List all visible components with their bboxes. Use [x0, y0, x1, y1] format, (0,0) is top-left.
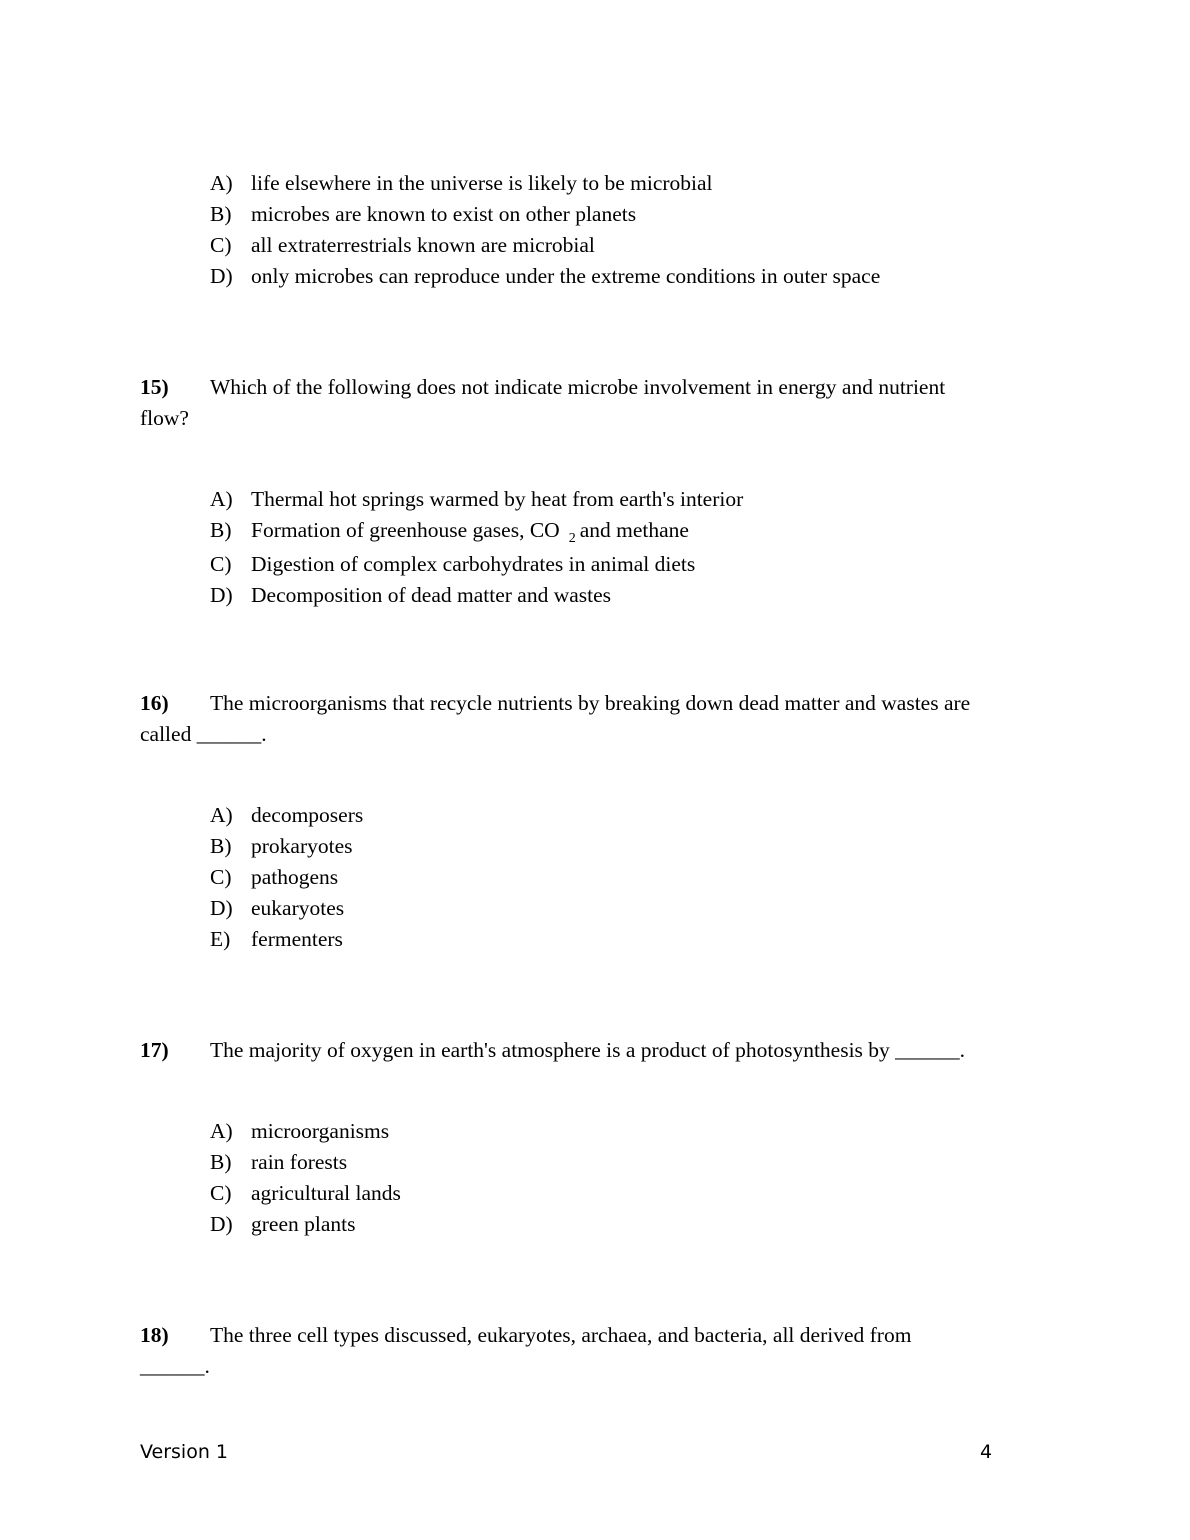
option-e [210, 924, 363, 955]
option-letter: A) [210, 803, 233, 827]
option-a [210, 1116, 401, 1147]
option-text: prokaryotes [251, 834, 353, 858]
question-15-options [210, 484, 743, 611]
option-text-pre: Formation of greenhouse gases, CO [251, 518, 560, 542]
option-letter: C) [210, 552, 232, 576]
option-letter: C) [210, 865, 232, 889]
option-letter: D) [210, 896, 233, 920]
option-text: eukaryotes [251, 896, 345, 920]
option-d [210, 1209, 401, 1240]
option-text: agricultural lands [251, 1181, 401, 1205]
option-letter: A) [210, 487, 233, 511]
option-d [210, 580, 743, 611]
option-text: life elsewhere in the universe is likely to be microbial [251, 171, 713, 195]
option-text: Digestion of complex carbohydrates in animal diets [251, 552, 696, 576]
subscript: 2 [568, 531, 576, 546]
option-text: microbes are known to exist on other planets [251, 202, 637, 226]
option-b [210, 199, 880, 230]
question-text-continued: ______. [140, 1354, 210, 1378]
option-a [210, 484, 743, 515]
option-letter: B) [210, 202, 232, 226]
option-letter: E) [210, 927, 231, 951]
option-c [210, 1178, 401, 1209]
option-text: all extraterrestrials known are microbial [251, 233, 595, 257]
option-a [210, 168, 880, 199]
question-text-continued: flow? [140, 406, 189, 430]
option-c [210, 549, 743, 580]
option-text: microorganisms [251, 1119, 390, 1143]
option-c [210, 230, 880, 261]
option-text-post: and methane [579, 518, 689, 542]
option-letter: D) [210, 583, 233, 607]
question-18 [140, 1320, 1040, 1382]
footer-version: Version 1 [140, 1441, 228, 1463]
question-16 [140, 688, 1040, 750]
option-b [210, 831, 363, 862]
question-number: 18) [140, 1323, 169, 1347]
option-text: only microbes can reproduce under the extreme conditions in outer space [251, 264, 881, 288]
option-text: pathogens [251, 865, 339, 889]
option-letter: C) [210, 233, 232, 257]
option-text [251, 515, 689, 549]
footer-page-number: 4 [980, 1441, 993, 1463]
option-letter: A) [210, 1119, 233, 1143]
option-letter: A) [210, 171, 233, 195]
question-number: 15) [140, 375, 169, 399]
question-number: 17) [140, 1038, 169, 1062]
option-c [210, 862, 363, 893]
option-letter: C) [210, 1181, 232, 1205]
question-text: The microorganisms that recycle nutrients by breaking down dead matter and wastes are [210, 691, 971, 715]
question-15 [140, 372, 1040, 434]
question-text: The three cell types discussed, eukaryotes, archaea, and bacteria, all derived from [210, 1323, 912, 1347]
question-14-options [210, 168, 880, 292]
option-text: decomposers [251, 803, 364, 827]
option-text: Decomposition of dead matter and wastes [251, 583, 612, 607]
question-number: 16) [140, 691, 169, 715]
option-text: green plants [251, 1212, 356, 1236]
question-text: Which of the following does not indicate microbe involvement in energy and nutrient [210, 375, 946, 399]
option-text: fermenters [251, 927, 343, 951]
option-letter: B) [210, 1150, 232, 1174]
question-text-continued: called ______. [140, 722, 267, 746]
option-b [210, 1147, 401, 1178]
question-text: The majority of oxygen in earth's atmosphere is a product of photosynthesis by ______. [210, 1038, 966, 1062]
option-letter: B) [210, 834, 232, 858]
question-17 [140, 1035, 1040, 1066]
option-text: rain forests [251, 1150, 348, 1174]
option-text: Thermal hot springs warmed by heat from earth's interior [251, 487, 744, 511]
option-a [210, 800, 363, 831]
question-17-options [210, 1116, 401, 1240]
option-letter: B) [210, 518, 232, 542]
option-letter: D) [210, 264, 233, 288]
option-letter: D) [210, 1212, 233, 1236]
option-d [210, 893, 363, 924]
option-d [210, 261, 880, 292]
option-b [210, 515, 743, 549]
question-16-options [210, 800, 363, 955]
